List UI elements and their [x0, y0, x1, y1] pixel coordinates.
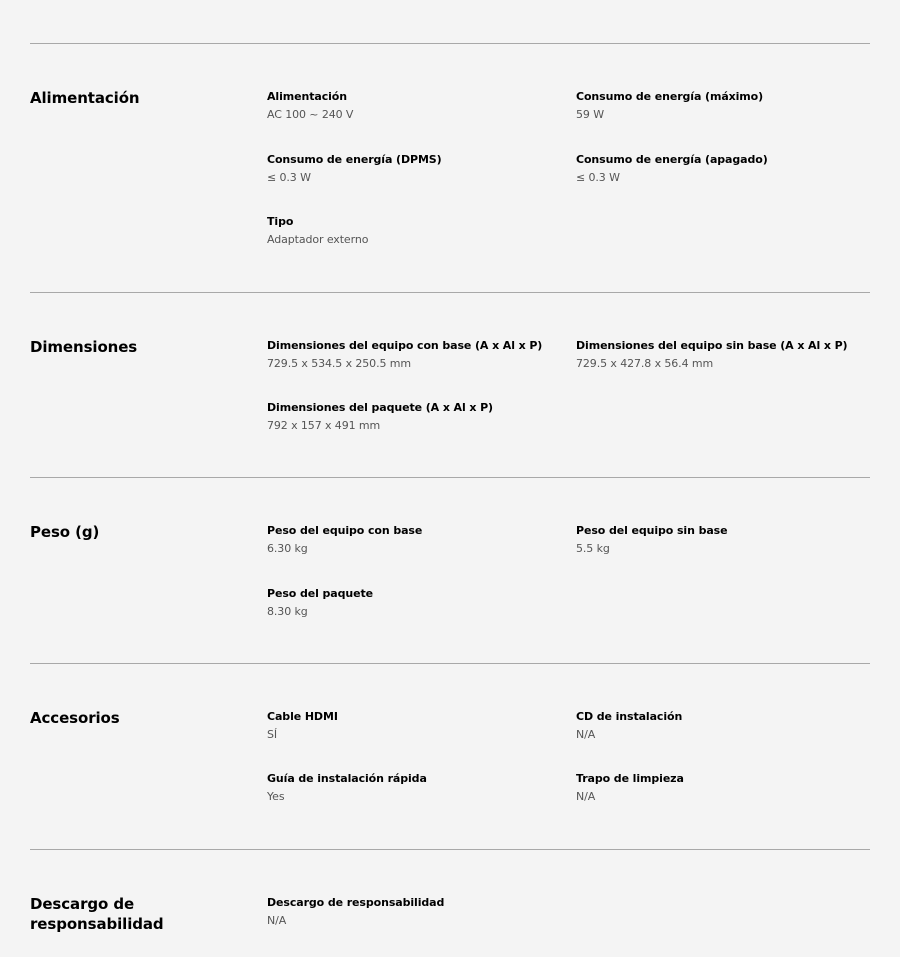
spec-item [576, 338, 866, 371]
spec-label: Consumo de energía (máximo) [576, 90, 764, 103]
spec-value: 729.5 x 427.8 x 56.4 mm [576, 357, 714, 370]
spec-value: ≤ 0.3 W [576, 171, 620, 184]
spec-value: SÍ [267, 728, 278, 741]
spec-item [267, 152, 557, 185]
spec-item [267, 400, 557, 433]
spec-item [267, 709, 557, 742]
spec-item [576, 771, 866, 804]
spec-item [267, 214, 557, 247]
spec-section-alimentacion [30, 43, 870, 292]
section-title: Peso (g) [30, 523, 100, 541]
spec-item [267, 771, 557, 804]
spec-label: Peso del paquete [267, 587, 373, 600]
spec-label: Cable HDMI [267, 710, 338, 723]
spec-item [576, 152, 866, 185]
spec-item [267, 523, 557, 556]
section-title: Accesorios [30, 709, 120, 727]
spec-section-dimensiones [30, 292, 870, 478]
spec-section-accesorios [30, 663, 870, 850]
spec-value: N/A [576, 790, 596, 803]
section-title: Alimentación [30, 89, 140, 107]
spec-item [267, 895, 557, 928]
spec-label: Trapo de limpieza [576, 772, 684, 785]
spec-item [267, 338, 557, 371]
section-title: Dimensiones [30, 338, 138, 356]
spec-label: Dimensiones del paquete (A x Al x P) [267, 401, 493, 414]
spec-label: Dimensiones del equipo con base (A x Al x P) [267, 339, 543, 352]
spec-value: ≤ 0.3 W [267, 171, 311, 184]
spec-value: 8.30 kg [267, 605, 308, 618]
spec-label: Descargo de responsabilidad [267, 896, 445, 909]
spec-value: N/A [576, 728, 596, 741]
spec-label: Guía de instalación rápida [267, 772, 427, 785]
spec-value: 6.30 kg [267, 542, 308, 555]
section-title: Descargo de responsabilidad [30, 895, 164, 933]
spec-value: Adaptador externo [267, 233, 369, 246]
spec-label: Tipo [267, 215, 294, 228]
spec-label: Consumo de energía (DPMS) [267, 153, 442, 166]
spec-label: Consumo de energía (apagado) [576, 153, 768, 166]
spec-label: Dimensiones del equipo sin base (A x Al x P) [576, 339, 848, 352]
spec-item [267, 586, 557, 619]
spec-label: Peso del equipo con base [267, 524, 423, 537]
spec-value: N/A [267, 914, 287, 927]
spec-item [576, 709, 866, 742]
spec-label: Peso del equipo sin base [576, 524, 728, 537]
spec-value: AC 100 ~ 240 V [267, 108, 354, 121]
spec-label: CD de instalación [576, 710, 683, 723]
spec-value: 59 W [576, 108, 604, 121]
spec-item [267, 89, 557, 122]
spec-value: Yes [267, 790, 285, 803]
spec-value: 5.5 kg [576, 542, 610, 555]
spec-item [576, 523, 866, 556]
spec-section-peso [30, 477, 870, 664]
spec-label: Alimentación [267, 90, 347, 103]
spec-item [576, 89, 866, 122]
spec-value: 792 x 157 x 491 mm [267, 419, 381, 432]
spec-value: 729.5 x 534.5 x 250.5 mm [267, 357, 412, 370]
spec-section-descargo [30, 849, 870, 957]
